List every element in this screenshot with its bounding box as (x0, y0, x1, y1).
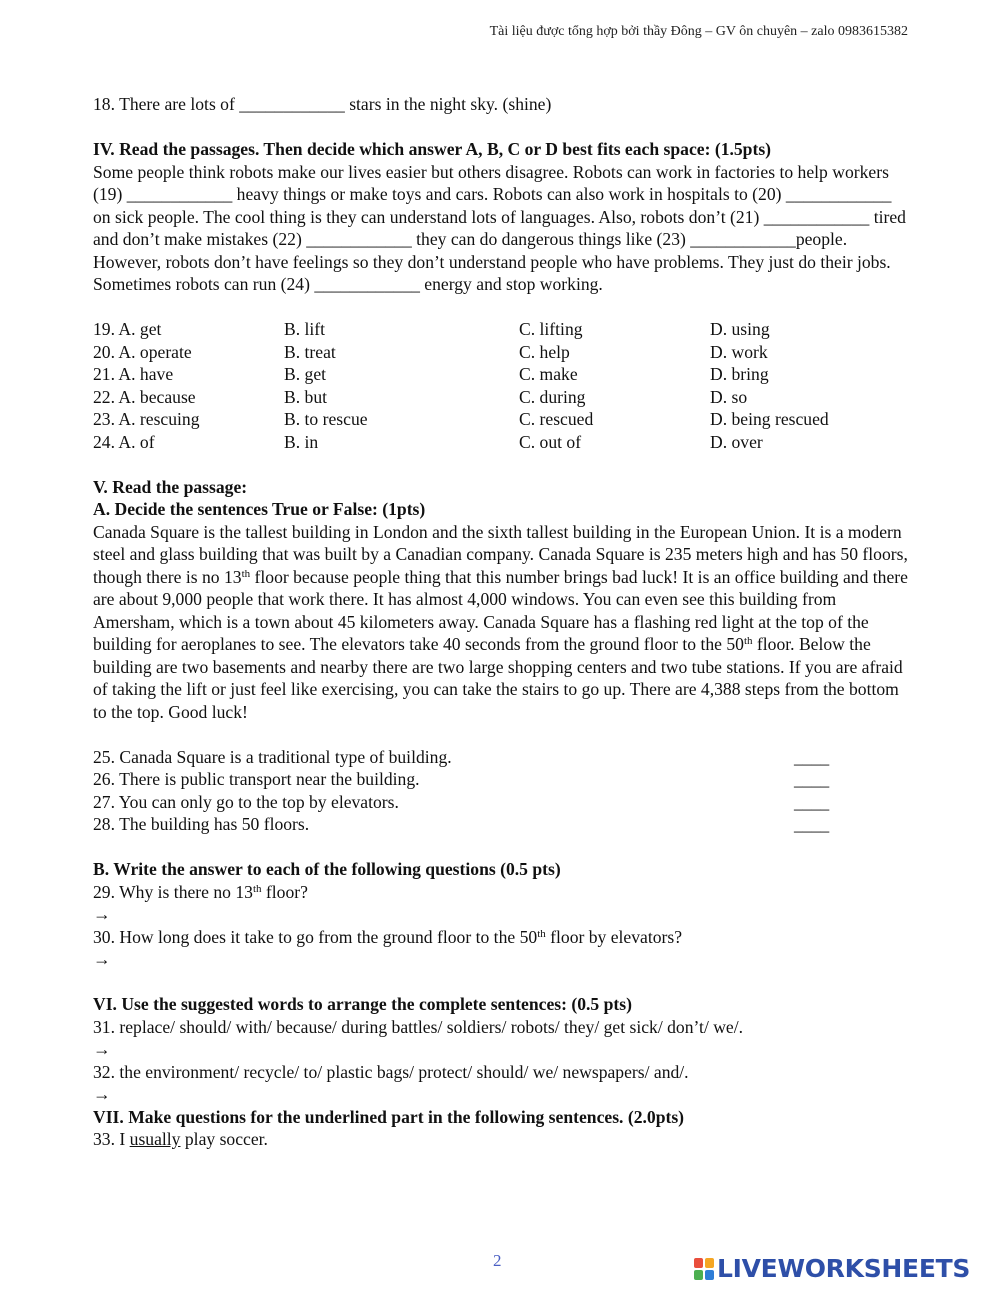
answer-arrow-29[interactable]: → (93, 904, 111, 924)
option-b: B. to rescue (284, 409, 368, 429)
option-d: D. work (710, 341, 768, 362)
option-b: B. treat (284, 341, 336, 362)
tf-statement: 27. You can only go to the top by elevators. (93, 791, 399, 812)
question-18: 18. There are lots of ____________ stars in the night sky. (shine) (93, 94, 552, 114)
tf-answer-blank[interactable]: ____ (794, 746, 830, 767)
section-5b-heading: B. Write the answer to each of the following questions (0.5 pts) (93, 859, 561, 879)
option-a: 24. A. of (93, 431, 155, 452)
tf-item-27 (93, 791, 913, 814)
section-4-options (93, 318, 913, 453)
page-number: 2 (493, 1251, 502, 1270)
option-b: B. in (284, 431, 319, 452)
tf-statement: 26. There is public transport near the building. (93, 769, 420, 789)
option-b: B. get (284, 364, 327, 384)
option-a: 21. A. have (93, 364, 174, 384)
options-row-24 (93, 431, 913, 454)
tf-item-28 (93, 813, 913, 836)
tf-answer-blank[interactable]: ____ (794, 769, 830, 789)
underlined-word: usually (129, 1129, 181, 1149)
option-c: C. make (519, 364, 578, 384)
options-row-21 (93, 363, 913, 386)
question-30: 30. How long does it take to go from the ground floor to the 50th floor by elevators? (93, 926, 683, 947)
option-c: C. lifting (519, 319, 583, 339)
question-31: 31. replace/ should/ with/ because/ during battles/ soldiers/ robots/ they/ get sick/ don’t/ we/. (93, 1016, 744, 1037)
option-a: 20. A. operate (93, 341, 192, 362)
option-c: C. help (519, 341, 570, 362)
section-4-heading: IV. Read the passages. Then decide which answer A, B, C or D best fits each space: (1.5pts) (93, 139, 772, 159)
tf-statement: 25. Canada Square is a traditional type of building. (93, 746, 452, 767)
logo-text: LIVEWORKSHEETS (717, 1254, 971, 1283)
tf-item-26 (93, 768, 913, 791)
option-a: 22. A. because (93, 386, 196, 407)
worksheet-content (93, 93, 913, 1151)
option-b: B. lift (284, 319, 326, 339)
option-c: C. during (519, 386, 586, 407)
section-5-passage: Canada Square is the tallest building in London and the sixth tallest building in the European Union. It is a modern steel and glass building that was built by a Canadian company. Canada Square is 235 meters high and has 50 floors, though there is no 13th floor because people thing that this number brings bad luck! It is an office building and there are about 9,000 people that work there. It has almost 4,000 windows. You can even see this building from Amersham, which is a town about 45 kilometers away. Canada Square has a flashing red light at the top of the building for aeroplanes to see. The elevators take 40 seconds from the ground floor to the 50th floor. Below the building are two basements and nearby there are two large shopping centers and two tube stations. If you are afraid of taking the lift or just feel like exercising, you can take the stairs to go up. There are 4,388 steps from the bottom to the top. Good luck! (93, 521, 908, 722)
tf-statement: 28. The building has 50 floors. (93, 814, 310, 834)
option-b: B. but (284, 386, 328, 407)
option-a: 19. A. get (93, 319, 162, 339)
tf-answer-blank[interactable]: ____ (794, 791, 830, 812)
liveworksheets-logo[interactable] (694, 1254, 970, 1283)
option-d: D. being rescued (710, 409, 829, 429)
answer-arrow-30[interactable]: → (93, 949, 111, 969)
option-c: C. rescued (519, 409, 594, 429)
options-row-20 (93, 341, 913, 364)
answer-arrow-32[interactable]: → (93, 1084, 111, 1104)
tf-item-25 (93, 746, 913, 769)
section-5-heading: V. Read the passage: (93, 476, 248, 497)
tf-answer-blank[interactable]: ____ (794, 814, 830, 834)
option-c: C. out of (519, 431, 582, 452)
options-row-19 (93, 318, 913, 341)
section-4-passage: Some people think robots make our lives easier but others disagree. Robots can work in factories to help workers (19) ____________ heavy things or make toys and cars. Robots can also work in hospitals to (20) ____________ on sick people. The cool thing is they can understand lots of languages. Also, robots don’t (21) ____________ tired and don’t make mistakes (22) ____________ they can do dangerous things like (23) ____________people. However, robots don’t have feelings so they don’t understand people who have problems. They just do their jobs. Sometimes robots can run (24) ____________ energy and stop working. (93, 161, 906, 294)
option-d: D. using (710, 319, 770, 339)
section-7-heading: VII. Make questions for the underlined part in the following sentences. (2.0pts) (93, 1106, 685, 1127)
question-33: 33. I usually play soccer. (93, 1129, 268, 1149)
option-d: D. so (710, 386, 748, 407)
answer-arrow-31[interactable]: → (93, 1039, 111, 1059)
section-6-heading: VI. Use the suggested words to arrange the complete sentences: (0.5 pts) (93, 994, 632, 1014)
option-a: 23. A. rescuing (93, 409, 200, 429)
question-32: 32. the environment/ recycle/ to/ plastic bags/ protect/ should/ we/ newspapers/ and/. (93, 1061, 689, 1082)
option-d: D. over (710, 431, 763, 452)
liveworksheets-logo-icon (694, 1258, 714, 1280)
option-d: D. bring (710, 364, 769, 384)
question-29: 29. Why is there no 13th floor? (93, 881, 308, 902)
section-5a-heading: A. Decide the sentences True or False: (1pts) (93, 499, 426, 519)
options-row-22 (93, 386, 913, 409)
options-row-23 (93, 408, 913, 431)
page-header: Tài liệu được tổng hợp bởi thầy Đông – GV ôn chuyên – zalo 0983615382 (489, 24, 908, 39)
